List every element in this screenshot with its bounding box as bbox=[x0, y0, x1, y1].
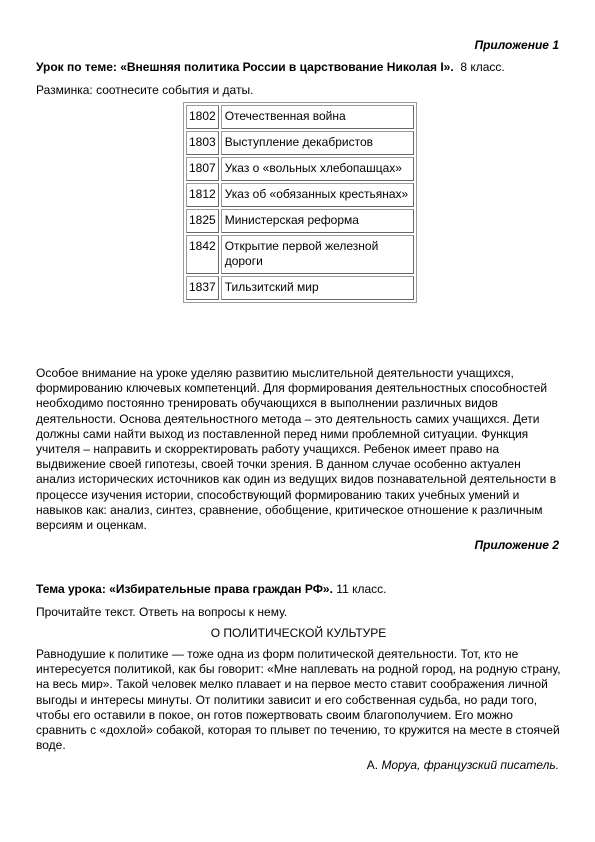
author-initial: А. bbox=[366, 758, 382, 772]
appendix-2-label: Приложение 2 bbox=[474, 538, 559, 552]
event-year-cell: 1837 bbox=[186, 276, 219, 300]
event-name-cell: Указ о «вольных хлебопашцах» bbox=[221, 157, 414, 181]
lesson-1-topic: «Внешняя политика России в царствование Николая I». bbox=[120, 60, 454, 74]
lesson-2-grade: 11 класс. bbox=[336, 582, 387, 596]
lesson-2-prefix: Тема урока: bbox=[36, 582, 110, 596]
event-year-cell: 1812 bbox=[186, 183, 219, 207]
event-name-cell: Министерская реформа bbox=[221, 209, 414, 233]
events-table bbox=[183, 102, 417, 303]
events-table-body bbox=[186, 105, 414, 300]
text-title: О ПОЛИТИЧЕСКОЙ КУЛЬТУРЕ bbox=[210, 626, 387, 640]
lesson-1-heading bbox=[36, 60, 505, 74]
author-attribution bbox=[367, 758, 559, 772]
event-year-cell: 1802 bbox=[186, 105, 219, 129]
appendix-1-label: Приложение 1 bbox=[474, 38, 559, 52]
event-name-cell: Выступление декабристов bbox=[221, 131, 414, 155]
event-year-cell: 1807 bbox=[186, 157, 219, 181]
events-table-row bbox=[186, 209, 414, 233]
event-name-cell: Указ об «обязанных крестьянах» bbox=[221, 183, 414, 207]
events-table-row bbox=[186, 157, 414, 181]
author-name: Моруа, французский писатель. bbox=[381, 758, 559, 772]
events-table-row bbox=[186, 235, 414, 274]
events-table-row bbox=[186, 105, 414, 129]
event-name-cell: Открытие первой железной дороги bbox=[221, 235, 414, 274]
event-year-cell: 1803 bbox=[186, 131, 219, 155]
events-table-row bbox=[186, 276, 414, 300]
lesson-1-grade: 8 класс. bbox=[460, 60, 505, 74]
lesson-2-heading bbox=[36, 582, 386, 596]
lesson-1-prefix: Урок по теме: bbox=[36, 60, 121, 74]
events-table-row bbox=[186, 183, 414, 207]
event-name-cell: Тильзитский мир bbox=[221, 276, 414, 300]
warmup-instruction: Разминка: соотнесите события и даты. bbox=[36, 83, 254, 97]
events-table-row bbox=[186, 131, 414, 155]
lesson-2-topic: «Избирательные права граждан РФ». bbox=[109, 582, 333, 596]
event-name-cell: Отечественная война bbox=[221, 105, 414, 129]
paragraph-2: Равнодушие к политике — тоже одна из форм политической деятельности. Тот, кто не интересуется политикой, как бы говорит: «Мне наплевать на родной город, на родную страну, на весь мир». Такой человек мелко плавает и на первое место ставит соображения личной выгоды и интересы минуты. От политики зависит и его собственная судьба, но ради того, чтобы его оставили в покое, он готов пожертвовать своим благополучием. Его можно сравнить с «дохлой» собакой, которая то плывет по течению, то кружится на месте в стоячей воде. bbox=[36, 647, 561, 753]
event-year-cell: 1842 bbox=[186, 235, 219, 274]
paragraph-1: Особое внимание на уроке уделяю развитию мыслительной деятельности учащихся, формированию ключевых компетенций. Для формирования деятельностных способностей необходимо постоянно тренировать обучающихся в выполнении различных видов деятельности. Основа деятельностного метода – это деятельность самих учащихся. Дети должны сами найти выход из поставленной перед ними проблемной ситуации. Функция учителя – направить и скорректировать работу учащихся. Ребенок имеет право на выдвижение своей гипотезы, своей точки зрения. В данном случае особенно актуален анализ исторических источников как один из ведущих видов познавательной деятельности в процессе изучения истории, способствующий формированию таких учебных умений и навыков как: анализ, синтез, сравнение, обобщение, критическое отношение к различным версиям и оценкам. bbox=[36, 366, 557, 533]
event-year-cell: 1825 bbox=[186, 209, 219, 233]
task-instruction: Прочитайте текст. Ответь на вопросы к нему. bbox=[36, 605, 288, 619]
